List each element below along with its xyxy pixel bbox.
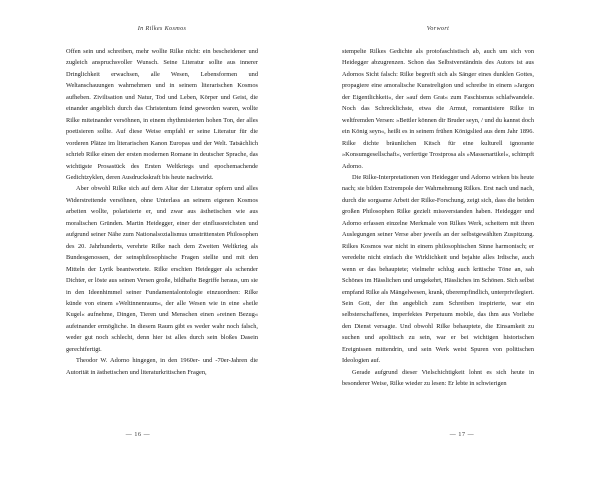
paragraph: Offen sein und schreiben, mehr wollte Rilke nicht: ein bescheidener und zugleich anspruchsvoller Wunsch. Seine Literatur sollte aus innerer Dringlichkeit erwachsen, alle Wesen, Lebensformen und Weltanschauungen wahrnehmen und in seinem literarischen Kosmos aufheben. Zivilisation und Natur, Tod und Leben, Körper und Geist, die einander angeblich durch das Christentum feind geworden waren, wollte Rilke miteinander versöhnen, in einem rhythmisierten hohen Ton, der alles poetisieren sollte. Auf diese Weise empfahl er seine Literatur für die vorderen Plätze im literarischen Kanon Europas und der Welt. Tatsächlich schrieb Rilke einen der ersten modernen Romane in deutscher Sprache, das wichtigste Prosastück des Ersten Weltkriegs und epochemachende Gedichtzyklen, deren Ausdruckskraft bis heute nachwirkt. [66,48,258,181]
paragraph: Die Rilke-Interpretationen von Heidegger und Adorno wirken bis heute nach; sie bilden Extrempole der Wahrnehmung Rilkes. Erst nach und nach, durch die sorgsame Arbeit der Rilke-Forschung, zeigt sich, dass die beiden großen Philosophen Rilke gezielt missverstanden haben. Heidegger und Adorno erfassen einzelne Merkmale von Rilkes Werk, scheitern mit ihren Auslegungen seiner Verse aber jeweils an der selbstgewählten Zuspitzung. Rilkes Kosmos war nicht in einem philosophischen Sinne harmonisch; er veredelte nicht einfach die Wirklichkeit und bejahte alles Irdische, auch wenn er das behauptete; vielmehr schlug auch kritische Töne an, sah Schönes im Hässlichen und umgekehrt, Hässliches im Schönen. Sich selbst empfand Rilke als Mängelwesen, krank, überempfindlich, unterprivilegiert. Sein Gott, der ihn angeblich zum Schreiben inspirierte, war ein selbsterschaffenes, imperfektes Perpetuum mobile, das ihm aus Vorliebe den Dienst versagte. Und obwohl Rilke behauptete, die Einsamkeit zu suchen und apolitisch zu sein, war er bei wichtigen historischen Ereignissen mittendrin, und sein Werk weist Spuren von politischen Ideologien auf. [342,173,534,365]
paragraph: Gerade aufgrund dieser Vielschichtigkeit lohnt es sich heute in besonderer Weise, Rilke wieder zu lesen: Er lebte in schwierigen [342,368,534,388]
paragraph: Theodor W. Adorno hingegen, in den 1960er- und -70er-Jahren die Autorität in ästhetischen und literaturkritischen Fragen, [66,357,258,376]
body-text-left [66,46,258,378]
paragraph: stempelte Rilkes Gedichte als protofaschistisch ab, auch um sich von Heidegger abzugrenzen. Schon das Selbstverständnis des Autors ist aus Adornos Sicht falsch: Rilke begreift sich als Sänger eines dunklen Gottes, propagiere eine amoralische Kunstreligion und schreibe in einem »Jargon der Eigentlichkeit«, der »auf dem Grat« zum Faschismus schlafwandele. Noch das Schrecklichste, etwa die Armut, romantisiere Rilke in weltfremden Versen: »Bettler können dir Bruder seyn, / und du kannst doch ein König seyn«, heißt es in seinem frühen Königslied aus dem Jahr 1896. Rilke dichte bräunlichen Kitsch für eine kulturell ignorante »Konsumgesellschaft«, verfertige Trostprosa als »Massenartikel«, schimpft Adorno. [342,48,534,170]
folio-right: — 17 — [449,432,475,438]
running-head-right: Vorwort [426,25,450,32]
paragraph: Aber obwohl Rilke sich auf dem Altar der Literatur opfern und alles Widerstreitende versöhnen, ohne Unterlass an seinem eigenen Kosmos arbeiten wollte, polarisierte er, und zwar aus ästhetischen wie aus moralischen Gründen. Martin Heidegger, einer der einflussreichsten und aufgrund seiner Nähe zum Nationalsozialismus umstrittensten Philosophen des 20. Jahrhunderts, verehrte Rilke nach dem Zweiten Weltkrieg als Bundesgenossen, der seinsphilosophische Fragen stellte und mit den Mitteln der Lyrik beantwortete. Rilke erschien Heidegger als schender Dichter, er löste aus seinen Versen große, bildhafte Begriffe heraus, um sie in den Ideenhimmel seiner Fundamentalontologie einzuordnen: Rilke künde von einem »Weltinnenraum«, der alle Wesen wie in eine »heile Kugel« aufnehme, Dingen, Tieren und Menschen einen »reinen Bezug« aufeinander ermögliche. In diesem Raum gibt es weder wahr noch falsch, weder gut noch schlecht, denn hier ist alles durch sein bloßes Dasein gerechtfertigt. [66,185,258,353]
body-text-right [342,46,534,390]
running-head-left: In Rilkes Kosmos [137,25,187,32]
page-right [300,0,600,478]
folio-left: — 16 — [125,432,151,438]
